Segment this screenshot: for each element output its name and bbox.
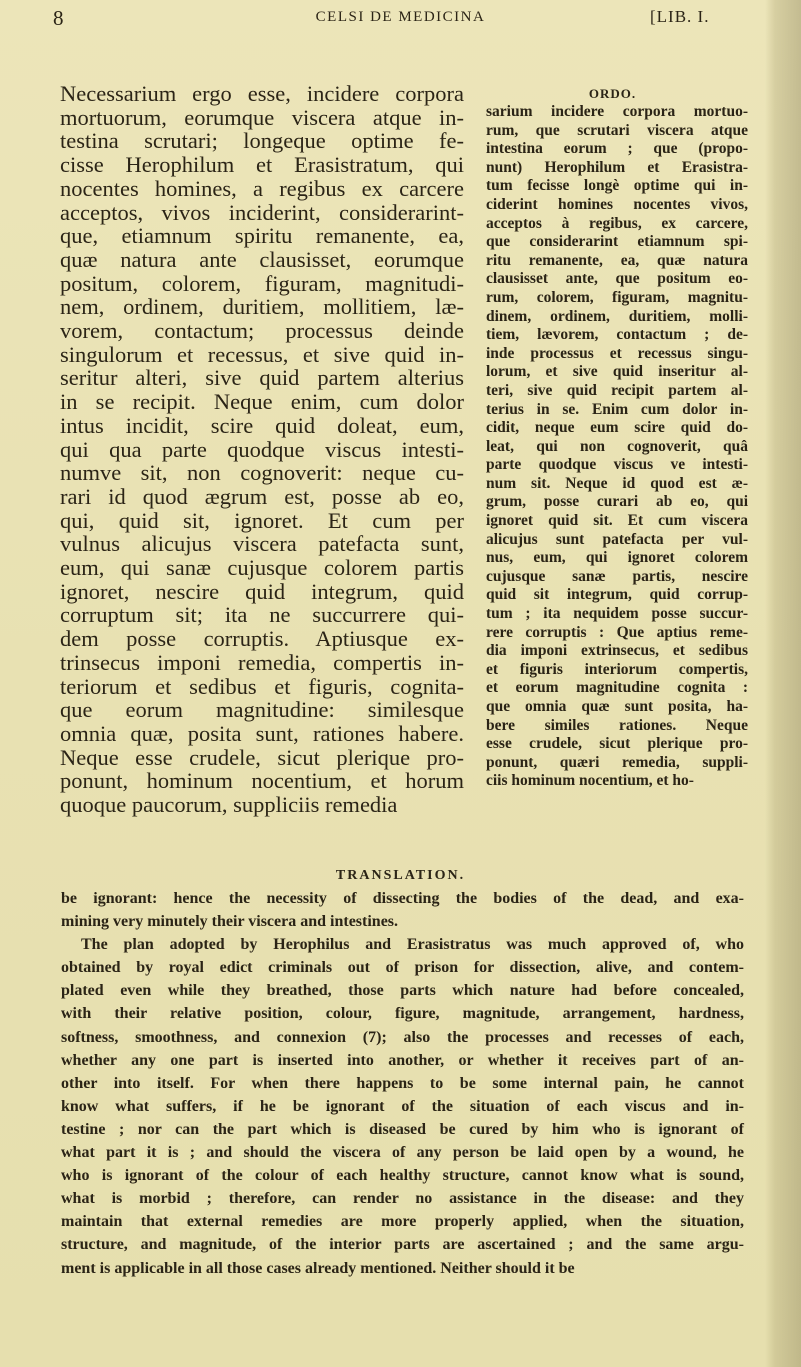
ordo-line: nus, eum, qui ignoret colorem [486,549,748,567]
page-number: 8 [53,6,64,30]
ordo-line: lorum, et sive quid inseritur al- [486,363,748,381]
translation-line: whether any one part is inserted into another, or whether it receives part of an- [61,1051,744,1069]
latin-line: qui, quid sit, ignoret. Et cum per [60,507,464,533]
translation-line: be ignorant: hence the necessity of dissecting the bodies of the dead, and exa- [61,890,744,907]
ordo-line: ciderint homines nocentes vivos, [486,195,748,213]
translation-line: what part it is ; and should the viscera of any person be laid open by a wound, he [61,1144,744,1162]
latin-line: ignoret, nescire quid integrum, quid [60,578,464,604]
ordo-line: clausisset ante, que positum eo- [486,270,748,288]
ordo-line: cujusque sanæ partis, nescire [486,567,748,585]
ordo-line: ritu remanente, ea, quæ natura [486,251,748,269]
latin-line: nem, ordinem, duritiem, mollitiem, læ- [60,294,464,320]
ordo-line: et figuris interiorum compertis, [486,660,748,678]
latin-line: rari id quod ægrum est, posse ab eo, [60,483,464,509]
ordo-line: num sit. Neque id quod est æ- [486,474,748,492]
ordo-line: tum ; ita nequidem posse succur- [486,605,748,623]
translation-line: The plan adopted by Herophilus and Erasistratus was much approved of, who [81,936,744,954]
ordo-line: inde processus et recessus singu- [486,344,748,362]
latin-text-column [60,82,464,817]
latin-line: omnia quæ, posita sunt, rationes habere. [60,720,464,746]
translation-line: testine ; nor can the part which is diseased be cured by him who is ignorant of [61,1120,744,1138]
latin-line: in se recipit. Neque enim, cum dolor [60,389,464,415]
latin-line: eum, qui sanæ cujusque colorem partis [60,555,464,581]
translation-line: who is ignorant of the colour of each healthy structure, cannot know what is sound, [61,1167,744,1185]
latin-line: qui qua parte quodque viscus intesti- [60,436,464,462]
translation-line: mining very minutely their viscera and intestines. [61,913,399,931]
latin-line: dem posse corruptis. Aptiusque ex- [60,626,464,652]
translation-line: maintain that external remedies are more properly applied, when the situation, [61,1213,744,1231]
latin-line: vulnus alicujus viscera patefacta sunt, [60,531,464,557]
ordo-line: cidit, neque eum scire quid do- [486,419,748,437]
ordo-line: que omnia quæ sunt posita, ha- [486,698,748,715]
latin-line: vorem, contactum; processus deinde [60,318,464,344]
book-marker: [LIB. I. [650,7,710,26]
latin-line: teriorum et sedibus et figuris, cognita- [60,673,464,699]
ordo-line: tiem, lævorem, contactum ; de- [486,326,748,344]
ordo-line: rere corruptis : Que aptius reme- [486,623,748,641]
ordo-heading: ORDO. [588,86,637,101]
translation-text [61,887,744,1280]
latin-line: numve sit, non cognoverit: neque cu- [60,460,464,486]
running-title: CELSI DE MEDICINA [315,9,486,25]
ordo-line: intestina eorum ; que (propo- [486,140,748,158]
translation-line: other into itself. For when there happens to be some internal pain, he cannot [61,1074,744,1092]
translation-line: ment is applicable in all those cases already mentioned. Neither should it be [61,1259,575,1277]
latin-line: que, etiamnum spiritu remanente, ea, [60,223,464,249]
ordo-line: sarium incidere corpora mortuo- [486,103,748,120]
translation-line: plated even while they breathed, those parts which nature had before concealed, [61,982,744,1000]
translation-heading: TRANSLATION. [335,868,466,883]
ordo-line: acceptos à regibus, ex carcere, [486,214,748,232]
ordo-line: dia imponi extrinsecus, et sedibus [486,642,748,660]
translation-line: with their relative position, colour, figure, magnitude, arrangement, hardness, [61,1005,744,1023]
ordo-line: nunt) Herophilum et Erasistra- [486,158,748,176]
ordo-line: quid sit integrum, quid corrup- [486,586,748,604]
latin-line: ponunt, hominum nocentium, et horum [60,768,464,794]
latin-line: acceptos, vivos inciderint, considerarint- [60,199,464,225]
ordo-line: tum fecisse longè optime qui in- [486,177,748,195]
latin-line: mortuorum, eorumque viscera atque in- [60,104,464,130]
latin-line: nocentes homines, a regibus ex carcere [60,175,464,201]
ordo-line: terius in se. Enim cum dolor in- [486,400,748,418]
latin-line: quoque paucorum, suppliciis remedia [60,792,398,818]
ordo-line: ciis hominum nocentium, et ho- [486,772,694,790]
latin-line: trinsecus imponi remedia, compertis in- [60,649,464,675]
ordo-line: leat, qui non cognoverit, quâ [486,437,748,455]
ordo-line: alicujus sunt patefacta per vul- [486,530,748,548]
ordo-line: parte quodque viscus ve intesti- [486,456,748,474]
ordo-line: bere similes rationes. Neque [486,716,748,734]
ordo-line: rum, colorem, figuram, magnitu- [486,288,748,306]
translation-line: know what suffers, if he be ignorant of the situation of each viscus and in- [61,1097,744,1115]
latin-line: positum, colorem, figuram, magnitudi- [60,270,464,296]
latin-line: quæ natura ante clausisset, eorumque [60,246,464,272]
ordo-text-column [486,103,748,791]
latin-line: Necessarium ergo esse, incidere corpora [60,81,464,106]
latin-line: seritur alteri, sive quid partem alterius [60,365,464,391]
ordo-line: esse crudele, sicut plerique pro- [486,735,748,753]
ordo-line: que considerarint etiamnum spi- [486,233,748,251]
ordo-line: ignoret quid sit. Et cum viscera [486,512,748,530]
ordo-line: dinem, ordinem, duritiem, molli- [486,307,748,325]
latin-line: testina scrutari; longeque optime fe- [60,128,464,154]
ordo-line: rum, que scrutari viscera atque [486,121,748,139]
latin-line: Neque esse crudele, sicut plerique pro- [60,744,464,770]
latin-line: singulorum et recessus, et sive quid in- [60,341,464,367]
latin-line: cisse Herophilum et Erasistratum, qui [60,152,464,178]
latin-line: intus incidit, scire quid doleat, eum, [60,412,464,438]
ordo-line: teri, sive quid recipit partem al- [486,381,748,399]
running-head [0,6,801,30]
ordo-line: ponunt, quæri remedia, suppli- [486,753,748,771]
translation-line: structure, and magnitude, of the interior parts are ascertained ; and the same argu- [61,1236,744,1254]
translation-line: what is morbid ; therefore, can render no assistance in the disease: and they [61,1190,744,1208]
latin-line: que eorum magnitudine: similesque [60,697,464,723]
translation-line: softness, smoothness, and connexion (7); also the processes and recesses of each, [61,1028,744,1046]
ordo-line: grum, posse curari ab eo, qui [486,493,748,511]
ordo-line: et eorum magnitudine cognita : [486,679,748,697]
translation-line: obtained by royal edict criminals out of prison for dissection, alive, and contem- [61,959,744,977]
latin-line: corruptum sit; ita ne succurrere qui- [60,602,464,628]
